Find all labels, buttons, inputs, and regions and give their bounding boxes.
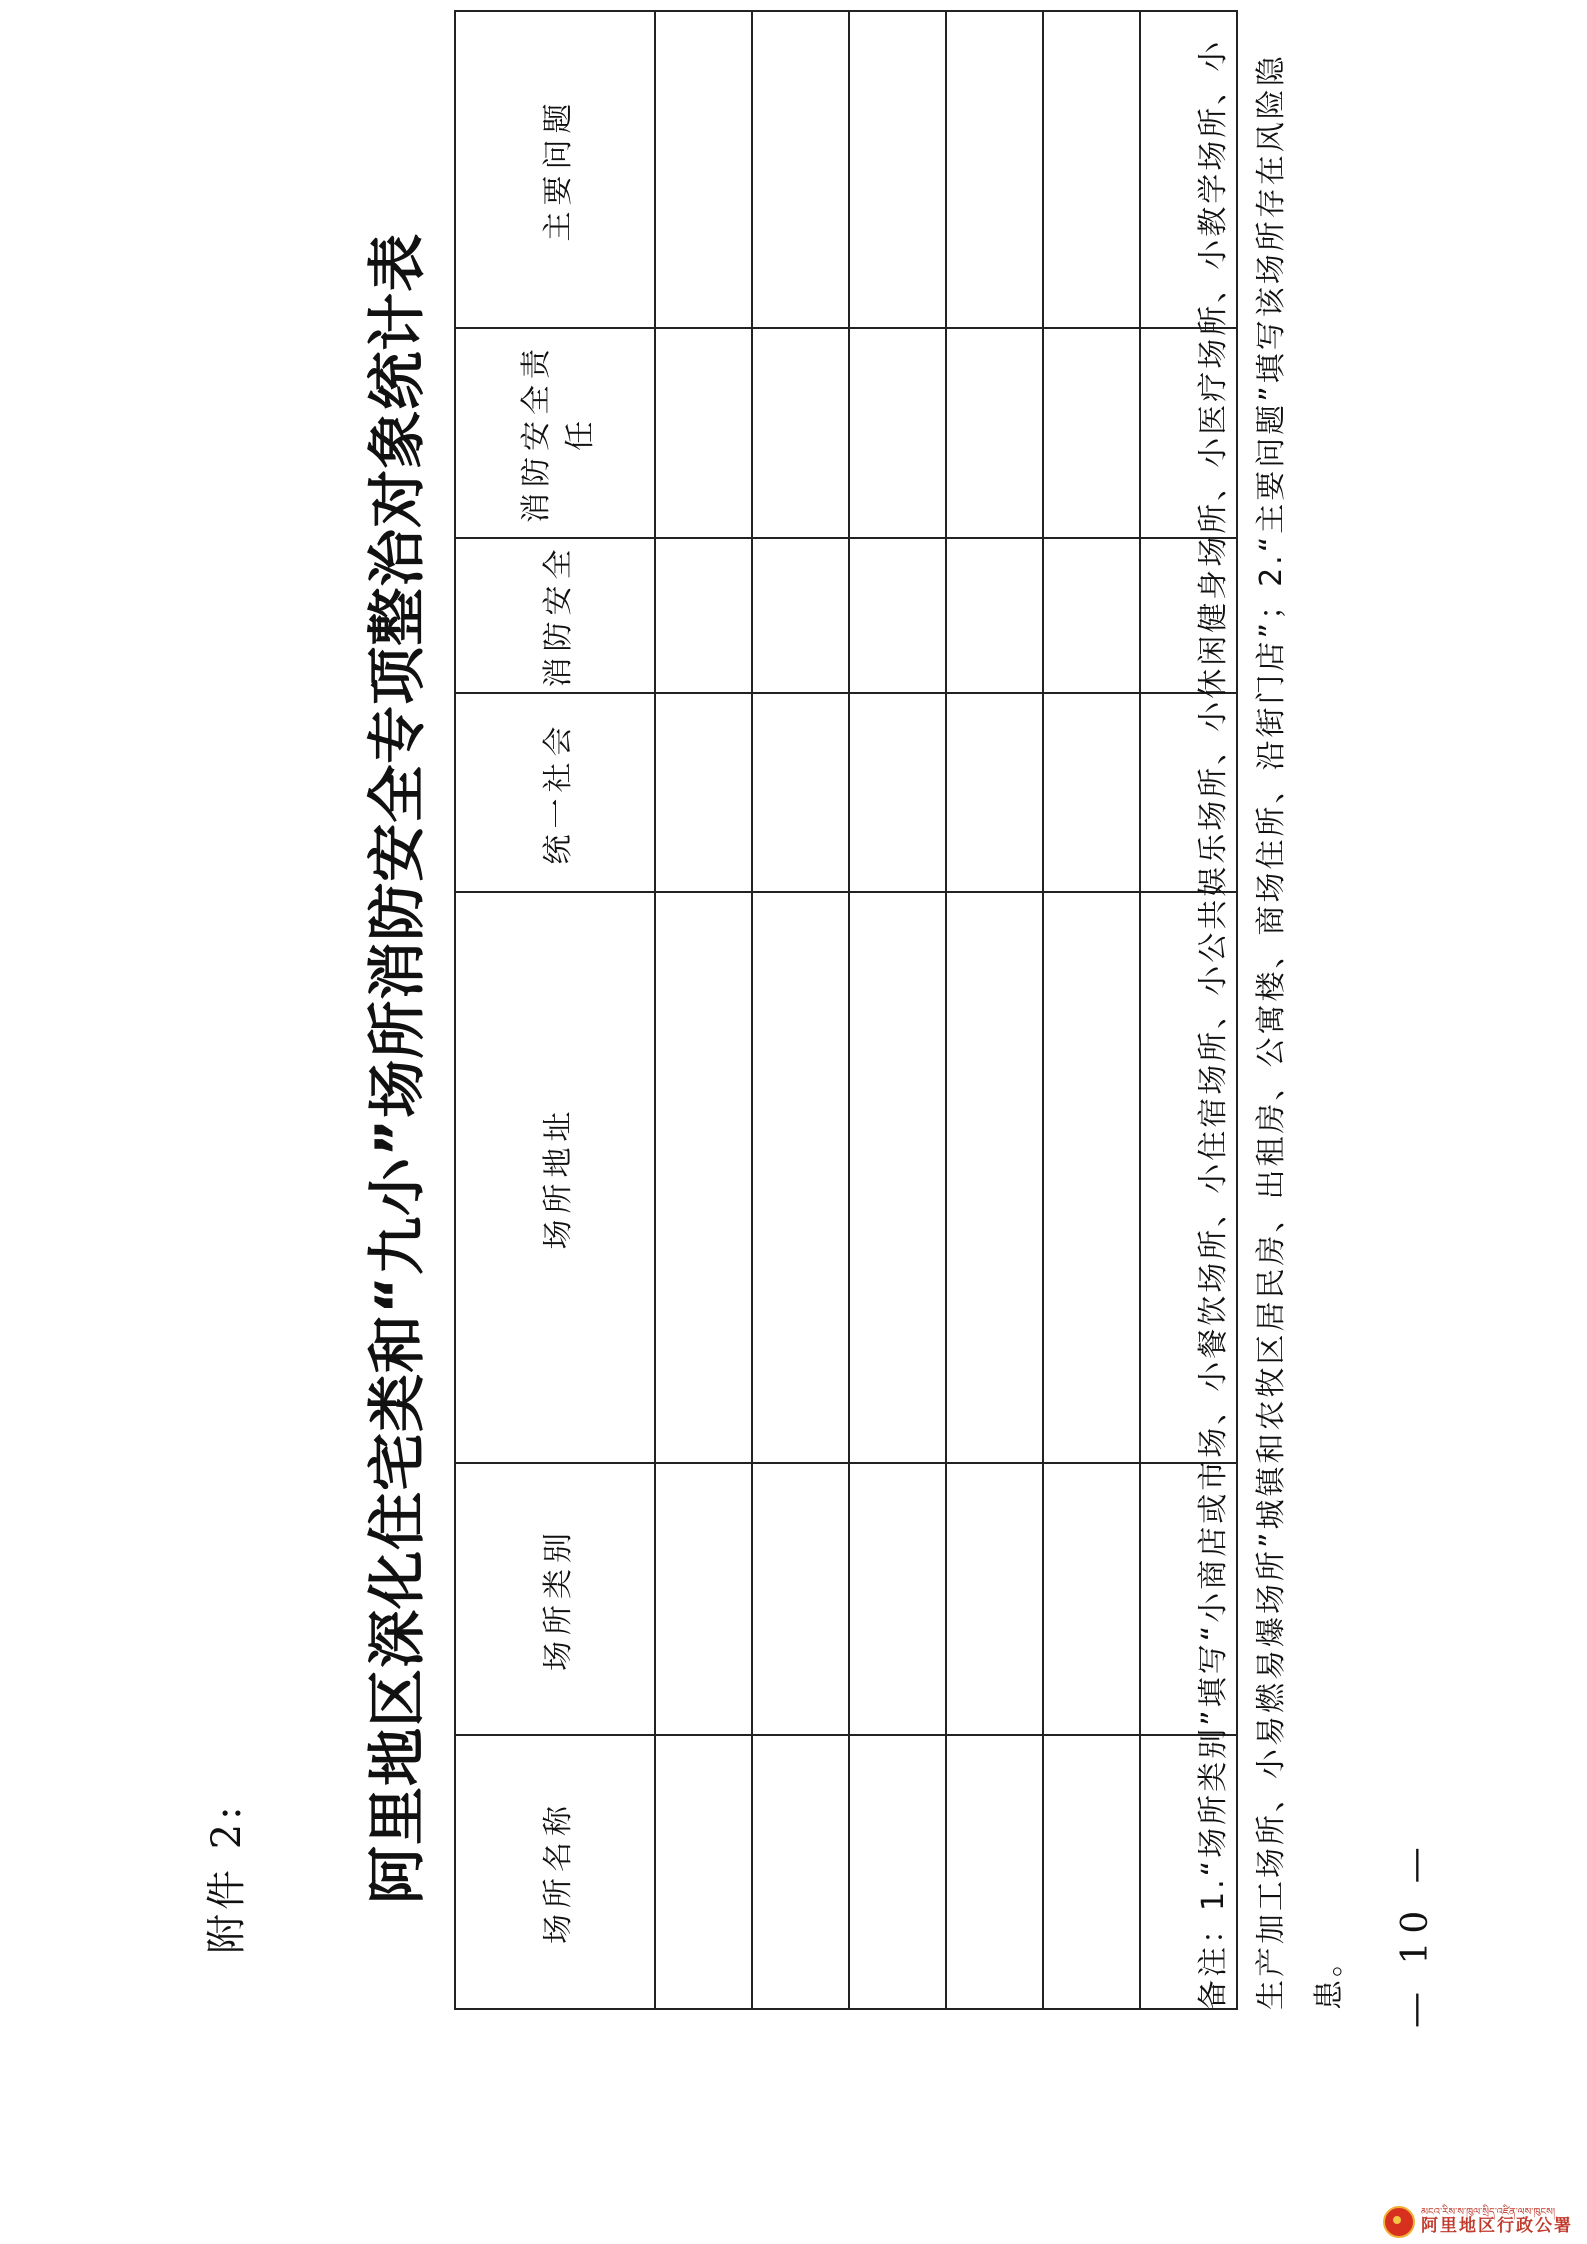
table-row [752,11,849,2009]
table-row [1043,11,1140,2009]
statistics-table [454,10,1238,2010]
table-cell [655,328,752,538]
table-cell [752,328,849,538]
table-cell [655,11,752,328]
table-cell [946,693,1043,892]
table-cell [849,538,946,693]
header-fire-safety: 消防安全 [455,538,655,693]
table-cell [849,1463,946,1735]
table-cell [849,892,946,1463]
attachment-label: 附件 2: [204,1802,250,1954]
table-cell [752,892,849,1463]
watermark-tibetan: མངའ་རིས་ས་ཁུལ་སྲིད་འཛིན་ལས་ཁུངས། [1421,2206,1556,2218]
table-cell [1043,892,1140,1463]
table-row [655,11,752,2009]
table-cell [849,693,946,892]
table-cell [752,1463,849,1735]
header-main-problems: 主要问题 [455,11,655,328]
table-cell [1043,1735,1140,2009]
table-cell [946,1735,1043,2009]
table-cell [752,1735,849,2009]
table-cell [1043,693,1140,892]
header-venue-category: 场所类别 [455,1463,655,1735]
table-row [849,11,946,2009]
table-cell [655,538,752,693]
emblem-icon [1383,2206,1415,2238]
table-cell [655,1735,752,2009]
document-title: 阿里地区深化住宅类和“九小”场所消防安全专项整治对象统计表 [363,232,431,1904]
header-unified-social: 统一社会 [455,693,655,892]
table-cell [752,538,849,693]
header-venue-name: 场所名称 [455,1735,655,2009]
table-cell [752,11,849,328]
table-cell [849,11,946,328]
table-cell [752,693,849,892]
table-cell [946,11,1043,328]
table-cell [655,1463,752,1735]
table-cell [1043,538,1140,693]
watermark-chinese: 阿里地区行政公署 [1421,2216,1573,2237]
header-venue-address: 场所地址 [455,892,655,1463]
table-cell [655,892,752,1463]
table-cell [1043,11,1140,328]
table-cell [1043,1463,1140,1735]
table-cell [946,538,1043,693]
table-row [946,11,1043,2009]
issuer-watermark [1383,2206,1573,2238]
table-cell [655,693,752,892]
page-number: — 10 — [1395,1839,1436,2028]
table-header-row [455,11,655,2009]
header-fire-safety-responsibility: 消防安全责任 [455,328,655,538]
table-cell [1043,328,1140,538]
table-cell [946,1463,1043,1735]
table-body [655,11,1237,2009]
table-cell [946,892,1043,1463]
table-cell [849,328,946,538]
table-cell [849,1735,946,2009]
table-cell [946,328,1043,538]
footnote: 备注：1.“场所类别”填写“小商店或市场、小餐饮场所、小住宿场所、小公共娱乐场所、小休闲健身场所、小医疗场所、小教学场所、小生产加工场所、小易燃易爆场所”城镇和农牧区居民房、出租房、公寓楼、商场住所、沿街门店”；2.“主要问题”填写该场所存在风险隐患。 [1196,38,1347,2010]
